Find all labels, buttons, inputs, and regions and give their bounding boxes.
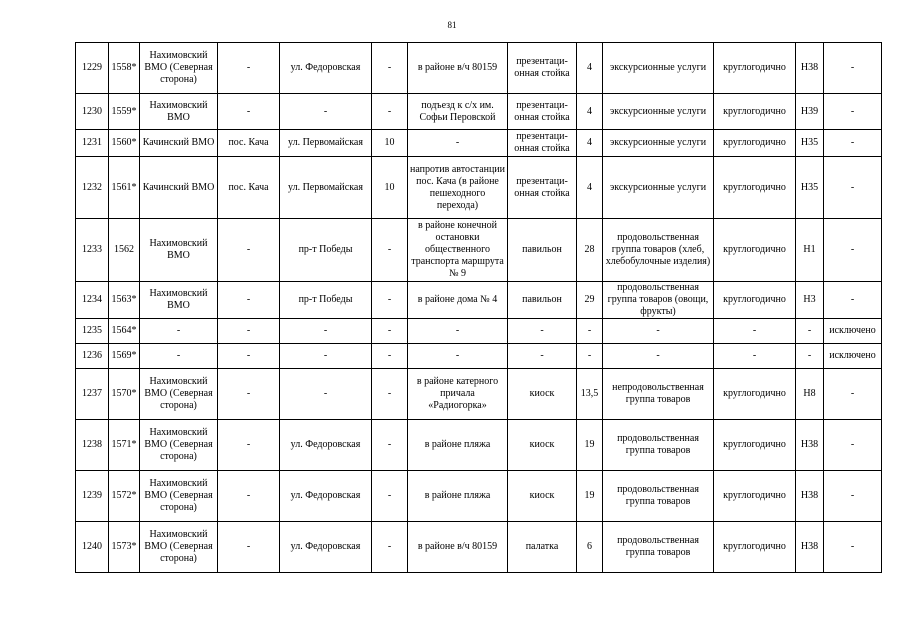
cell-street: ул. Федоровская	[280, 471, 372, 522]
cell-object-type: киоск	[508, 471, 577, 522]
cell-settlement: -	[218, 471, 280, 522]
cell-house: -	[372, 219, 408, 282]
cell-location-landmark: в районе пляжа	[408, 420, 508, 471]
cell-district: Нахимовский ВМО (Северная сторона)	[140, 369, 218, 420]
cell-note: исключено	[824, 344, 882, 369]
cell-house: 10	[372, 130, 408, 157]
cell-registry-number: 1573*	[109, 522, 140, 573]
cell-operation-period: круглогодично	[714, 43, 796, 94]
cell-object-type: презентаци-онная стойка	[508, 94, 577, 130]
cell-row-number: 1233	[76, 219, 109, 282]
cell-street: -	[280, 344, 372, 369]
cell-area: 19	[577, 420, 603, 471]
cell-specialization: продовольственная группа товаров	[603, 471, 714, 522]
cell-street: ул. Первомайская	[280, 157, 372, 219]
cell-location-landmark: -	[408, 130, 508, 157]
cell-street: -	[280, 369, 372, 420]
cell-object-type: -	[508, 344, 577, 369]
table-row	[76, 344, 882, 369]
cell-row-number: 1230	[76, 94, 109, 130]
cell-location-landmark: -	[408, 344, 508, 369]
cell-location-landmark: в районе в/ч 80159	[408, 43, 508, 94]
cell-row-number: 1237	[76, 369, 109, 420]
cell-district: Нахимовский ВМО	[140, 219, 218, 282]
cell-house: -	[372, 282, 408, 319]
cell-operation-period: круглогодично	[714, 130, 796, 157]
table-row	[76, 369, 882, 420]
cell-location-landmark: в районе конечной остановки общественного транспорта маршрута № 9	[408, 219, 508, 282]
cell-scheme-ref: Н38	[796, 471, 824, 522]
cell-operation-period: круглогодично	[714, 157, 796, 219]
cell-settlement: -	[218, 282, 280, 319]
cell-note: -	[824, 157, 882, 219]
cell-settlement: -	[218, 420, 280, 471]
cell-registry-number: 1563*	[109, 282, 140, 319]
cell-registry-number: 1570*	[109, 369, 140, 420]
cell-scheme-ref: Н8	[796, 369, 824, 420]
cell-row-number: 1232	[76, 157, 109, 219]
cell-district: Нахимовский ВМО	[140, 282, 218, 319]
cell-area: 4	[577, 130, 603, 157]
cell-street: -	[280, 319, 372, 344]
cell-street: ул. Первомайская	[280, 130, 372, 157]
cell-house: -	[372, 522, 408, 573]
cell-area: 6	[577, 522, 603, 573]
cell-specialization: продовольственная группа товаров	[603, 420, 714, 471]
cell-operation-period: круглогодично	[714, 471, 796, 522]
cell-settlement: -	[218, 219, 280, 282]
cell-operation-period: круглогодично	[714, 420, 796, 471]
cell-scheme-ref: Н38	[796, 43, 824, 94]
cell-area: 19	[577, 471, 603, 522]
cell-object-type: киоск	[508, 369, 577, 420]
cell-district: Качинский ВМО	[140, 157, 218, 219]
cell-object-type: палатка	[508, 522, 577, 573]
cell-street: -	[280, 94, 372, 130]
cell-scheme-ref: Н35	[796, 130, 824, 157]
cell-object-type: киоск	[508, 420, 577, 471]
cell-note: -	[824, 43, 882, 94]
cell-registry-number: 1559*	[109, 94, 140, 130]
cell-district: -	[140, 319, 218, 344]
cell-area: 28	[577, 219, 603, 282]
cell-registry-number: 1572*	[109, 471, 140, 522]
cell-row-number: 1229	[76, 43, 109, 94]
cell-location-landmark: в районе в/ч 80159	[408, 522, 508, 573]
cell-location-landmark: напротив автостанции пос. Кача (в районе пешеходного перехода)	[408, 157, 508, 219]
cell-house: -	[372, 420, 408, 471]
table-row	[76, 471, 882, 522]
cell-registry-number: 1562	[109, 219, 140, 282]
cell-scheme-ref: Н35	[796, 157, 824, 219]
cell-district: Нахимовский ВМО (Северная сторона)	[140, 471, 218, 522]
cell-registry-number: 1560*	[109, 130, 140, 157]
cell-registry-number: 1564*	[109, 319, 140, 344]
cell-specialization: -	[603, 344, 714, 369]
cell-district: Нахимовский ВМО (Северная сторона)	[140, 420, 218, 471]
cell-scheme-ref: -	[796, 319, 824, 344]
cell-note: -	[824, 130, 882, 157]
cell-house: -	[372, 369, 408, 420]
cell-operation-period: круглогодично	[714, 369, 796, 420]
cell-area: 13,5	[577, 369, 603, 420]
cell-row-number: 1240	[76, 522, 109, 573]
cell-specialization: экскурсионные услуги	[603, 130, 714, 157]
cell-street: ул. Федоровская	[280, 420, 372, 471]
cell-house: -	[372, 94, 408, 130]
cell-district: -	[140, 344, 218, 369]
cell-note: исключено	[824, 319, 882, 344]
table-row	[76, 130, 882, 157]
cell-object-type: презентаци-онная стойка	[508, 157, 577, 219]
cell-object-type: павильон	[508, 282, 577, 319]
cell-street: ул. Федоровская	[280, 522, 372, 573]
cell-operation-period: круглогодично	[714, 94, 796, 130]
cell-note: -	[824, 219, 882, 282]
cell-row-number: 1231	[76, 130, 109, 157]
cell-area: 4	[577, 94, 603, 130]
cell-specialization: -	[603, 319, 714, 344]
cell-specialization: экскурсионные услуги	[603, 94, 714, 130]
table-row	[76, 219, 882, 282]
cell-object-type: презентаци-онная стойка	[508, 43, 577, 94]
cell-location-landmark: в районе пляжа	[408, 471, 508, 522]
cell-scheme-ref: Н38	[796, 522, 824, 573]
cell-area: 4	[577, 43, 603, 94]
cell-area: -	[577, 344, 603, 369]
table-row	[76, 282, 882, 319]
cell-settlement: -	[218, 522, 280, 573]
cell-note: -	[824, 471, 882, 522]
cell-street: пр-т Победы	[280, 219, 372, 282]
cell-note: -	[824, 94, 882, 130]
cell-scheme-ref: Н3	[796, 282, 824, 319]
table-row	[76, 94, 882, 130]
cell-specialization: экскурсионные услуги	[603, 157, 714, 219]
cell-area: 4	[577, 157, 603, 219]
cell-operation-period: круглогодично	[714, 219, 796, 282]
cell-row-number: 1239	[76, 471, 109, 522]
cell-district: Нахимовский ВМО (Северная сторона)	[140, 522, 218, 573]
cell-operation-period: -	[714, 319, 796, 344]
cell-location-landmark: -	[408, 319, 508, 344]
cell-registry-number: 1571*	[109, 420, 140, 471]
page-number: 81	[447, 20, 457, 30]
cell-district: Нахимовский ВМО	[140, 94, 218, 130]
cell-specialization: экскурсионные услуги	[603, 43, 714, 94]
cell-row-number: 1234	[76, 282, 109, 319]
cell-house: -	[372, 43, 408, 94]
cell-house: 10	[372, 157, 408, 219]
cell-settlement: пос. Кача	[218, 157, 280, 219]
cell-note: -	[824, 282, 882, 319]
cell-house: -	[372, 344, 408, 369]
cell-settlement: -	[218, 94, 280, 130]
cell-house: -	[372, 471, 408, 522]
cell-house: -	[372, 319, 408, 344]
cell-settlement: -	[218, 43, 280, 94]
cell-area: 29	[577, 282, 603, 319]
table-row	[76, 43, 882, 94]
cell-operation-period: -	[714, 344, 796, 369]
cell-settlement: -	[218, 319, 280, 344]
cell-district: Качинский ВМО	[140, 130, 218, 157]
cell-street: пр-т Победы	[280, 282, 372, 319]
cell-specialization: продовольственная группа товаров	[603, 522, 714, 573]
cell-location-landmark: в районе дома № 4	[408, 282, 508, 319]
cell-street: ул. Федоровская	[280, 43, 372, 94]
cell-settlement: -	[218, 369, 280, 420]
cell-scheme-ref: Н1	[796, 219, 824, 282]
cell-scheme-ref: -	[796, 344, 824, 369]
cell-object-type: -	[508, 319, 577, 344]
cell-location-landmark: в районе катерного причала «Радиогорка»	[408, 369, 508, 420]
trading-locations-table	[75, 42, 882, 573]
table-row	[76, 420, 882, 471]
cell-note: -	[824, 369, 882, 420]
cell-operation-period: круглогодично	[714, 522, 796, 573]
cell-specialization: продовольственная группа товаров (овощи, фрукты)	[603, 282, 714, 319]
table-row	[76, 319, 882, 344]
cell-object-type: презентаци-онная стойка	[508, 130, 577, 157]
cell-registry-number: 1561*	[109, 157, 140, 219]
cell-scheme-ref: Н38	[796, 420, 824, 471]
cell-district: Нахимовский ВМО (Северная сторона)	[140, 43, 218, 94]
cell-settlement: пос. Кача	[218, 130, 280, 157]
cell-settlement: -	[218, 344, 280, 369]
cell-operation-period: круглогодично	[714, 282, 796, 319]
cell-row-number: 1236	[76, 344, 109, 369]
table-row	[76, 522, 882, 573]
table-row	[76, 157, 882, 219]
cell-registry-number: 1569*	[109, 344, 140, 369]
cell-area: -	[577, 319, 603, 344]
cell-row-number: 1235	[76, 319, 109, 344]
cell-scheme-ref: Н39	[796, 94, 824, 130]
cell-note: -	[824, 420, 882, 471]
cell-note: -	[824, 522, 882, 573]
cell-registry-number: 1558*	[109, 43, 140, 94]
cell-row-number: 1238	[76, 420, 109, 471]
cell-specialization: непродовольственная группа товаров	[603, 369, 714, 420]
cell-specialization: продовольственная группа товаров (хлеб, хлебобулочные изделия)	[603, 219, 714, 282]
cell-location-landmark: подъезд к с/х им. Софьи Перовской	[408, 94, 508, 130]
cell-object-type: павильон	[508, 219, 577, 282]
